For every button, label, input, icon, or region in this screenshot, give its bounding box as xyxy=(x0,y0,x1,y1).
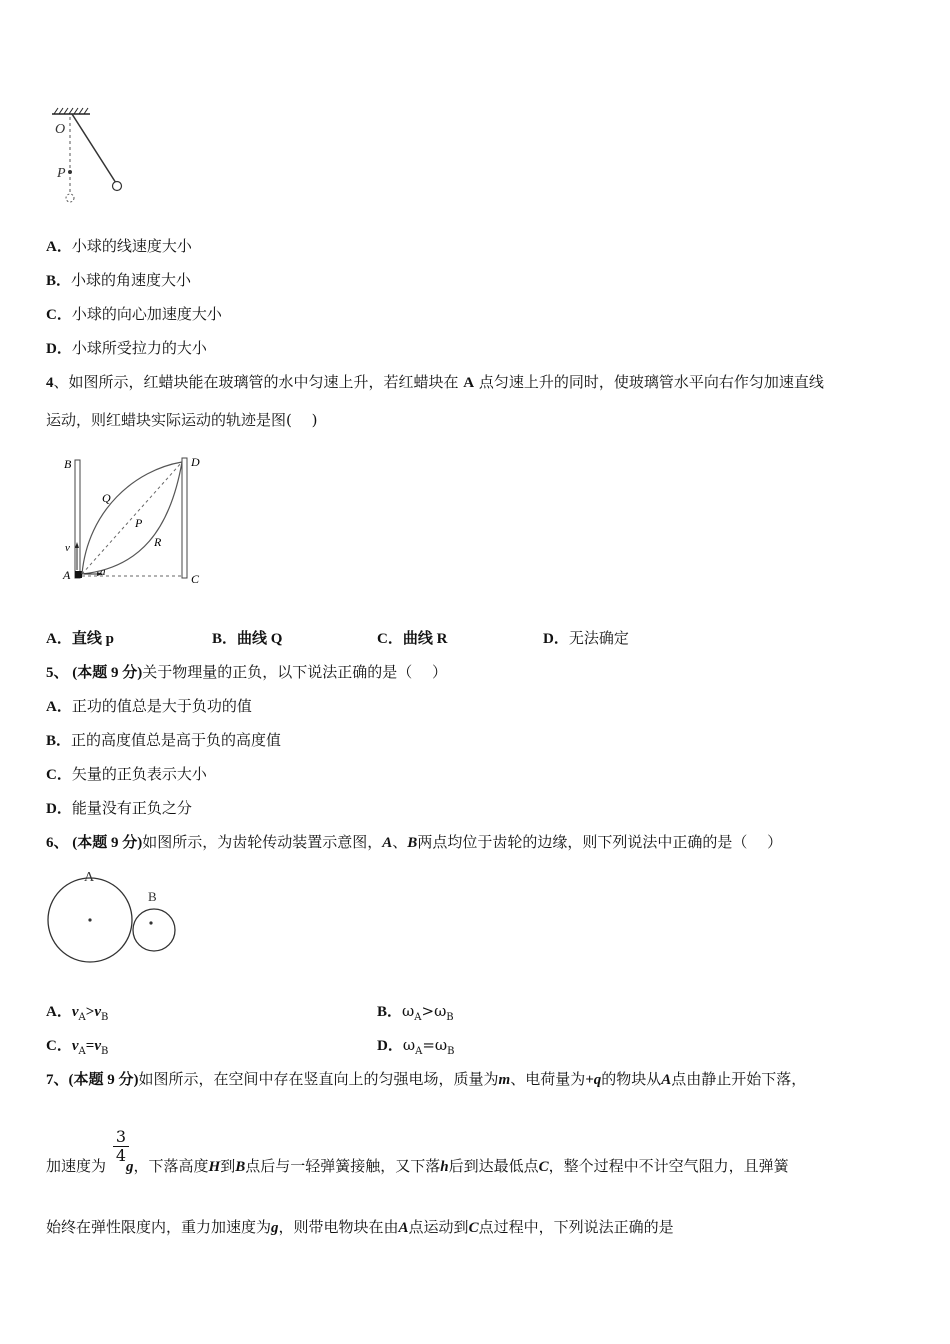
q7-fraction: 3 4 xyxy=(113,1128,129,1165)
q4-stem-line2: 运动，则红蜡块实际运动的轨迹是图( ) xyxy=(46,411,318,429)
fig-label-c: C xyxy=(191,572,200,586)
label-o: O xyxy=(55,122,66,137)
q6-option-d: D．$\omega_A=\omega_B$ xyxy=(377,1036,455,1057)
fig-label-q: Q xyxy=(102,491,111,505)
q4-option-c: C．曲线 R xyxy=(377,631,448,647)
q5-option-b: B．正的高度值总是高于负的高度值 xyxy=(46,731,282,749)
q3-option-a: A．小球的线速度大小 xyxy=(46,237,192,255)
q4-option-b: B．曲线 Q xyxy=(212,631,283,647)
fig-label-d: D xyxy=(191,455,200,469)
fig-label-v: v xyxy=(65,542,70,554)
q7-stem-line3: 始终在弹性限度内，重力加速度为g，则带电物块在由A点运动到C点过程中，下列说法正确的是 xyxy=(46,1218,674,1236)
q4-stem-line1: 4、如图所示，红蜡块能在玻璃管的水中匀速上升，若红蜡块在 A 点匀速上升的同时，使玻璃管水平向右作匀加速直线 xyxy=(46,373,824,391)
q5-option-a: A．正功的值总是大于负功的值 xyxy=(46,697,252,715)
q6-option-c: C．$v_A=v_B$ xyxy=(46,1038,109,1057)
q3-option-d: D．小球所受拉力的大小 xyxy=(46,339,207,357)
label-p: P xyxy=(57,166,66,181)
fig-label-r: R xyxy=(154,535,162,549)
fig-label-p: P xyxy=(135,516,143,530)
q7-stem-line2: 加速度为 g，下落高度H到B点后与一轻弹簧接触，又下落h后到达最低点C，整个过程中不计空气阻力，且弹簧 xyxy=(46,1157,789,1175)
q6-stem: 6、 (本题 9 分)如图所示，为齿轮传动装置示意图，A、B两点均位于齿轮的边缘，则下列说法中正确的是（ ） xyxy=(46,833,783,851)
q7-stem-line1: 7、(本题 9 分)如图所示，在空间中存在竖直向上的匀强电场，质量为m、电荷量为+q的物块从A点由静止开始下落， xyxy=(46,1070,807,1088)
q3-option-c: C．小球的向心加速度大小 xyxy=(46,305,222,323)
fig-label-a-point: A xyxy=(63,568,71,582)
q4-option-d: D．无法确定 xyxy=(543,629,629,647)
gear-label-a: A xyxy=(84,870,95,885)
q3-option-b: B．小球的角速度大小 xyxy=(46,271,192,289)
fig-label-b: B xyxy=(64,457,72,471)
q5-option-d: D．能量没有正负之分 xyxy=(46,799,192,817)
q5-option-c: C．矢量的正负表示大小 xyxy=(46,765,207,783)
gear-label-b: B xyxy=(148,889,157,904)
gear-figure xyxy=(46,865,186,975)
q5-stem: 5、 (本题 9 分)关于物理量的正负，以下说法正确的是（ ） xyxy=(46,663,448,681)
fig-label-a-accel: a xyxy=(100,566,106,578)
q6-option-a: A．$v_A>v_B$ xyxy=(46,1004,109,1023)
q6-option-b: B．$\omega_A>\omega_B$ xyxy=(377,1002,454,1023)
q4-option-a: A．直线 p xyxy=(46,631,114,647)
trajectory-figure xyxy=(60,450,210,590)
pendulum-figure xyxy=(46,105,136,210)
